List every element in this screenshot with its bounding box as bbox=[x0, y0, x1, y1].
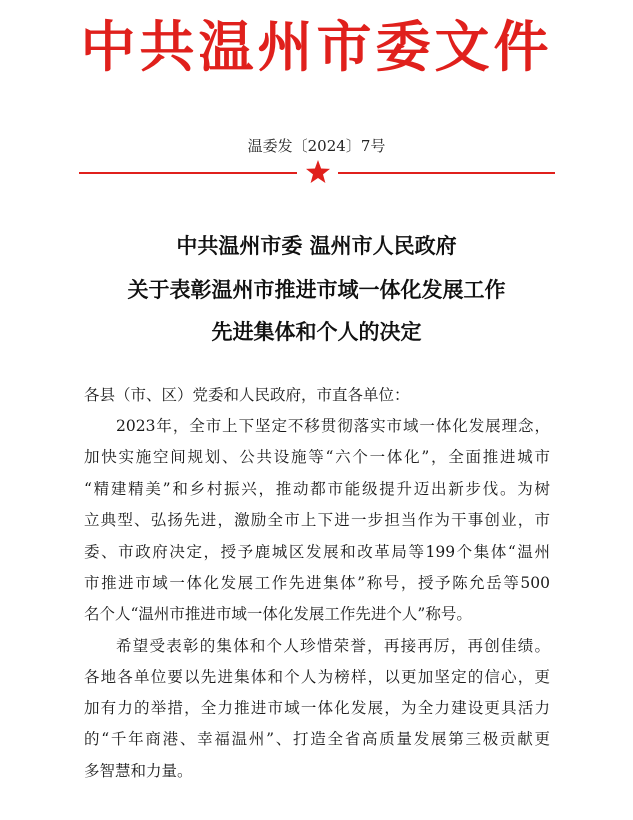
masthead: 中共温州市委文件 bbox=[80, 15, 553, 79]
divider-left bbox=[79, 172, 297, 174]
paragraph-2-line: 的“千年商港、幸福温州”、打造全省高质量发展第三极贡献更 bbox=[84, 730, 550, 748]
paragraph-1-line: 委、市政府决定，授予鹿城区发展和改革局等199个集体“温州 bbox=[84, 543, 550, 561]
paragraph-1-line: 市推进市域一体化发展工作先进集体”称号，授予陈允岳等500 bbox=[84, 574, 550, 592]
paragraph-2-line: 多智慧和力量。 bbox=[84, 762, 193, 780]
title-line-3: 先进集体和个人的决定 bbox=[211, 320, 422, 344]
red-star-icon bbox=[305, 159, 331, 185]
paragraph-1-line: 立典型、弘扬先进，激励全市上下进一步担当作为干事创业，市 bbox=[84, 511, 550, 529]
paragraph-2-line: 希望受表彰的集体和个人珍惜荣誉，再接再厉，再创佳绩。 bbox=[116, 637, 550, 655]
paragraph-1-line: 名个人“温州市推进市域一体化发展工作先进个人”称号。 bbox=[84, 605, 472, 623]
salutation: 各县（市、区）党委和人民政府，市直各单位： bbox=[84, 386, 410, 404]
title-line-1: 中共温州市委 温州市人民政府 bbox=[176, 234, 457, 258]
paragraph-2-line: 各地各单位要以先进集体和个人为榜样，以更加坚定的信心，更 bbox=[84, 668, 550, 686]
paragraph-1-line: “精建精美”和乡村振兴，推动都市能级提升迈出新步伐。为树 bbox=[84, 480, 550, 498]
title-line-2: 关于表彰温州市推进市域一体化发展工作 bbox=[127, 278, 506, 302]
paragraph-1-line: 加快实施空间规划、公共设施等“六个一体化”，全面推进城市 bbox=[84, 448, 550, 466]
paragraph-1-line: 2023年，全市上下坚定不移贯彻落实市域一体化发展理念， bbox=[116, 417, 550, 435]
divider-right bbox=[338, 172, 555, 174]
paragraph-2-line: 加有力的举措，全力推进市域一体化发展，为全力建设更具活力 bbox=[84, 699, 550, 717]
document-number: 温委发〔2024〕7号 bbox=[247, 137, 386, 155]
